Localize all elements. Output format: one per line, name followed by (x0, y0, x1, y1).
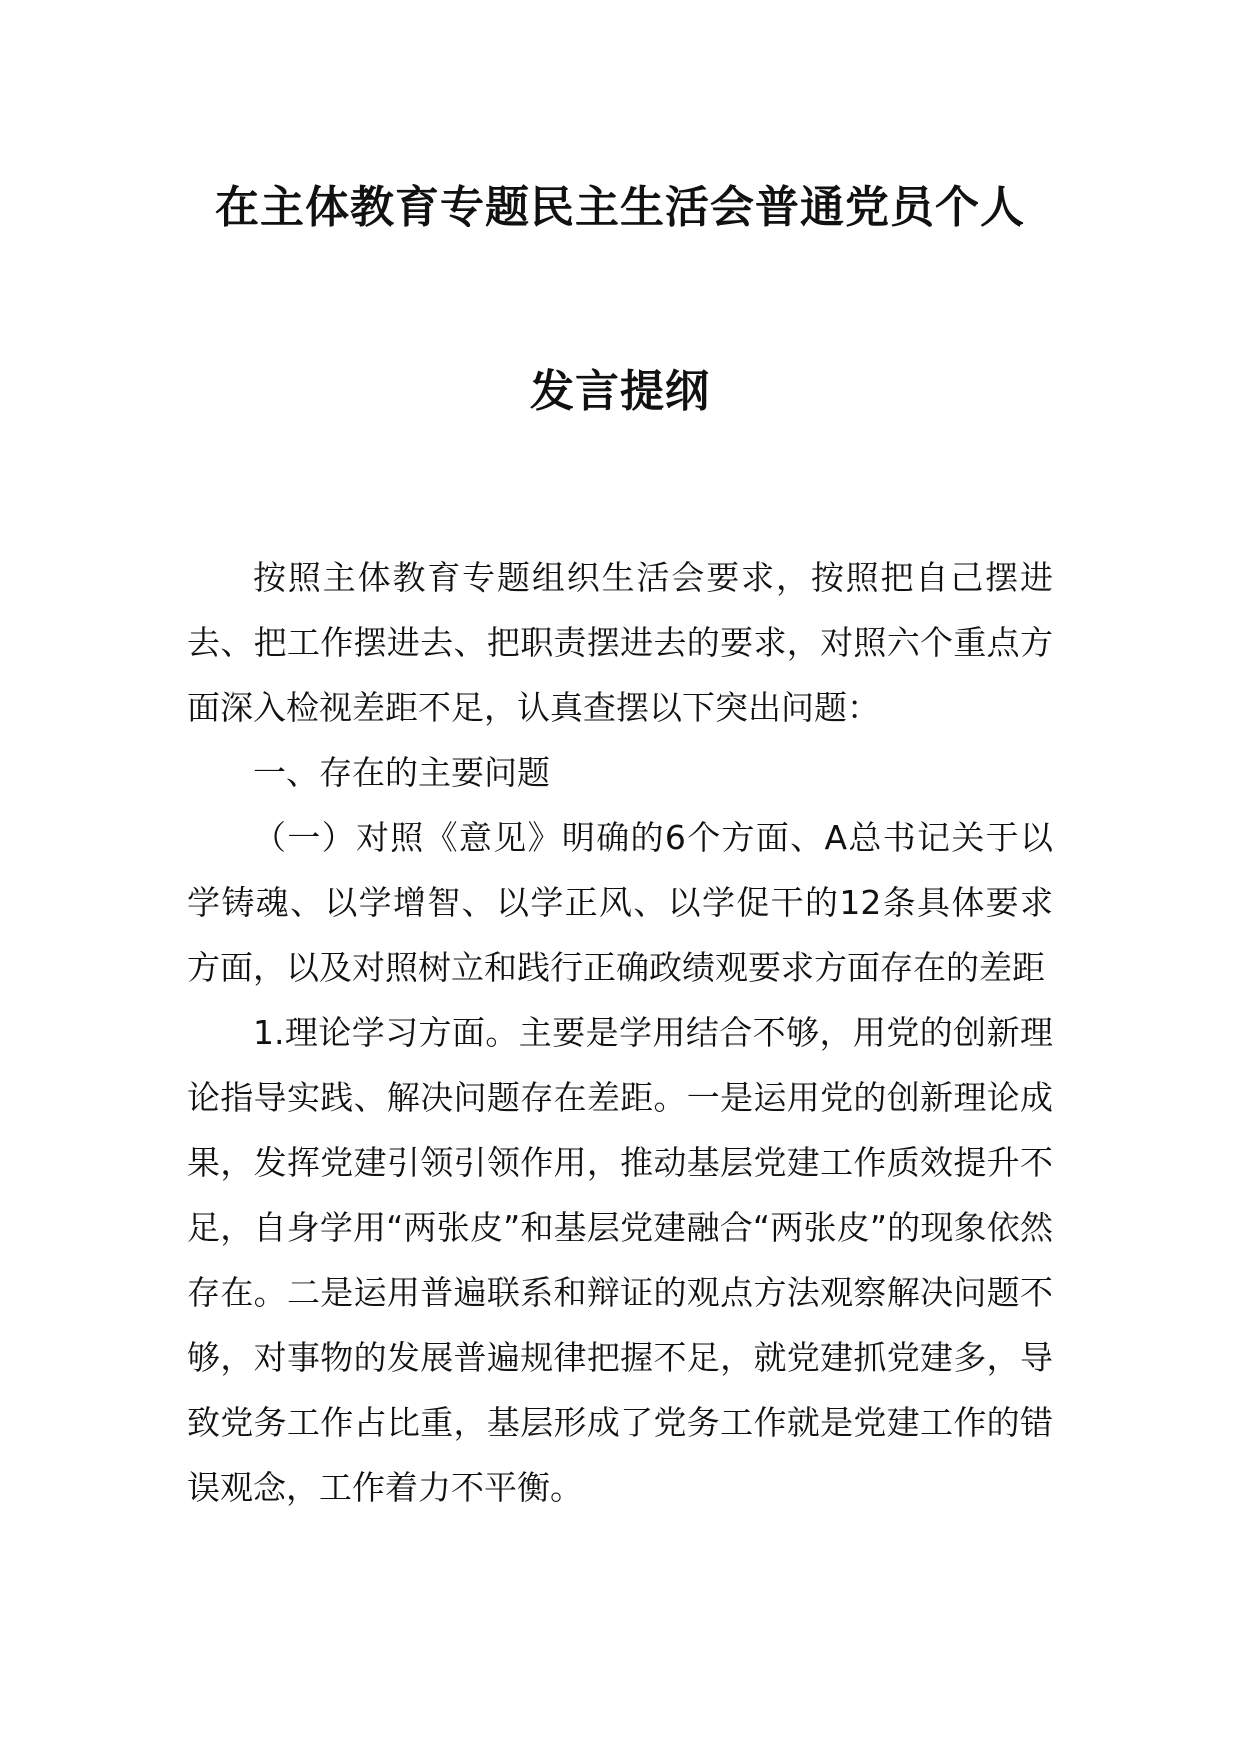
document-title-line-1: 在主体教育专题民主生活会普通党员个人 (215, 182, 1025, 233)
subsection-heading: （一）对照《意见》明确的6个方面、A总书记关于以学铸魂、以学增智、以学正风、以学促干的12条具体要求方面，以及对照树立和践行正确政绩观要求方面存在的差距 (187, 818, 1053, 987)
intro-paragraph: 按照主体教育专题组织生活会要求，按照把自己摆进去、把工作摆进去、把职责摆进去的要求，对照六个重点方面深入检视差距不足，认真查摆以下突出问题： (187, 558, 1053, 727)
document-title-line-2: 发言提纲 (530, 366, 710, 417)
document-body (187, 545, 1053, 1520)
section-heading: 一、存在的主要问题 (253, 753, 550, 792)
body-paragraph: 1.理论学习方面。主要是学用结合不够，用党的创新理论指导实践、解决问题存在差距。一是运用党的创新理论成果，发挥党建引领引领作用，推动基层党建工作质效提升不足，自身学用“两张皮”和基层党建融合“两张皮”的现象依然存在。二是运用普遍联系和辩证的观点方法观察解决问题不够，对事物的发展普遍规律把握不足，就党建抓党建多，导致党务工作占比重，基层形成了党务工作就是党建工作的错误观念，工作着力不平衡。 (187, 1013, 1053, 1507)
